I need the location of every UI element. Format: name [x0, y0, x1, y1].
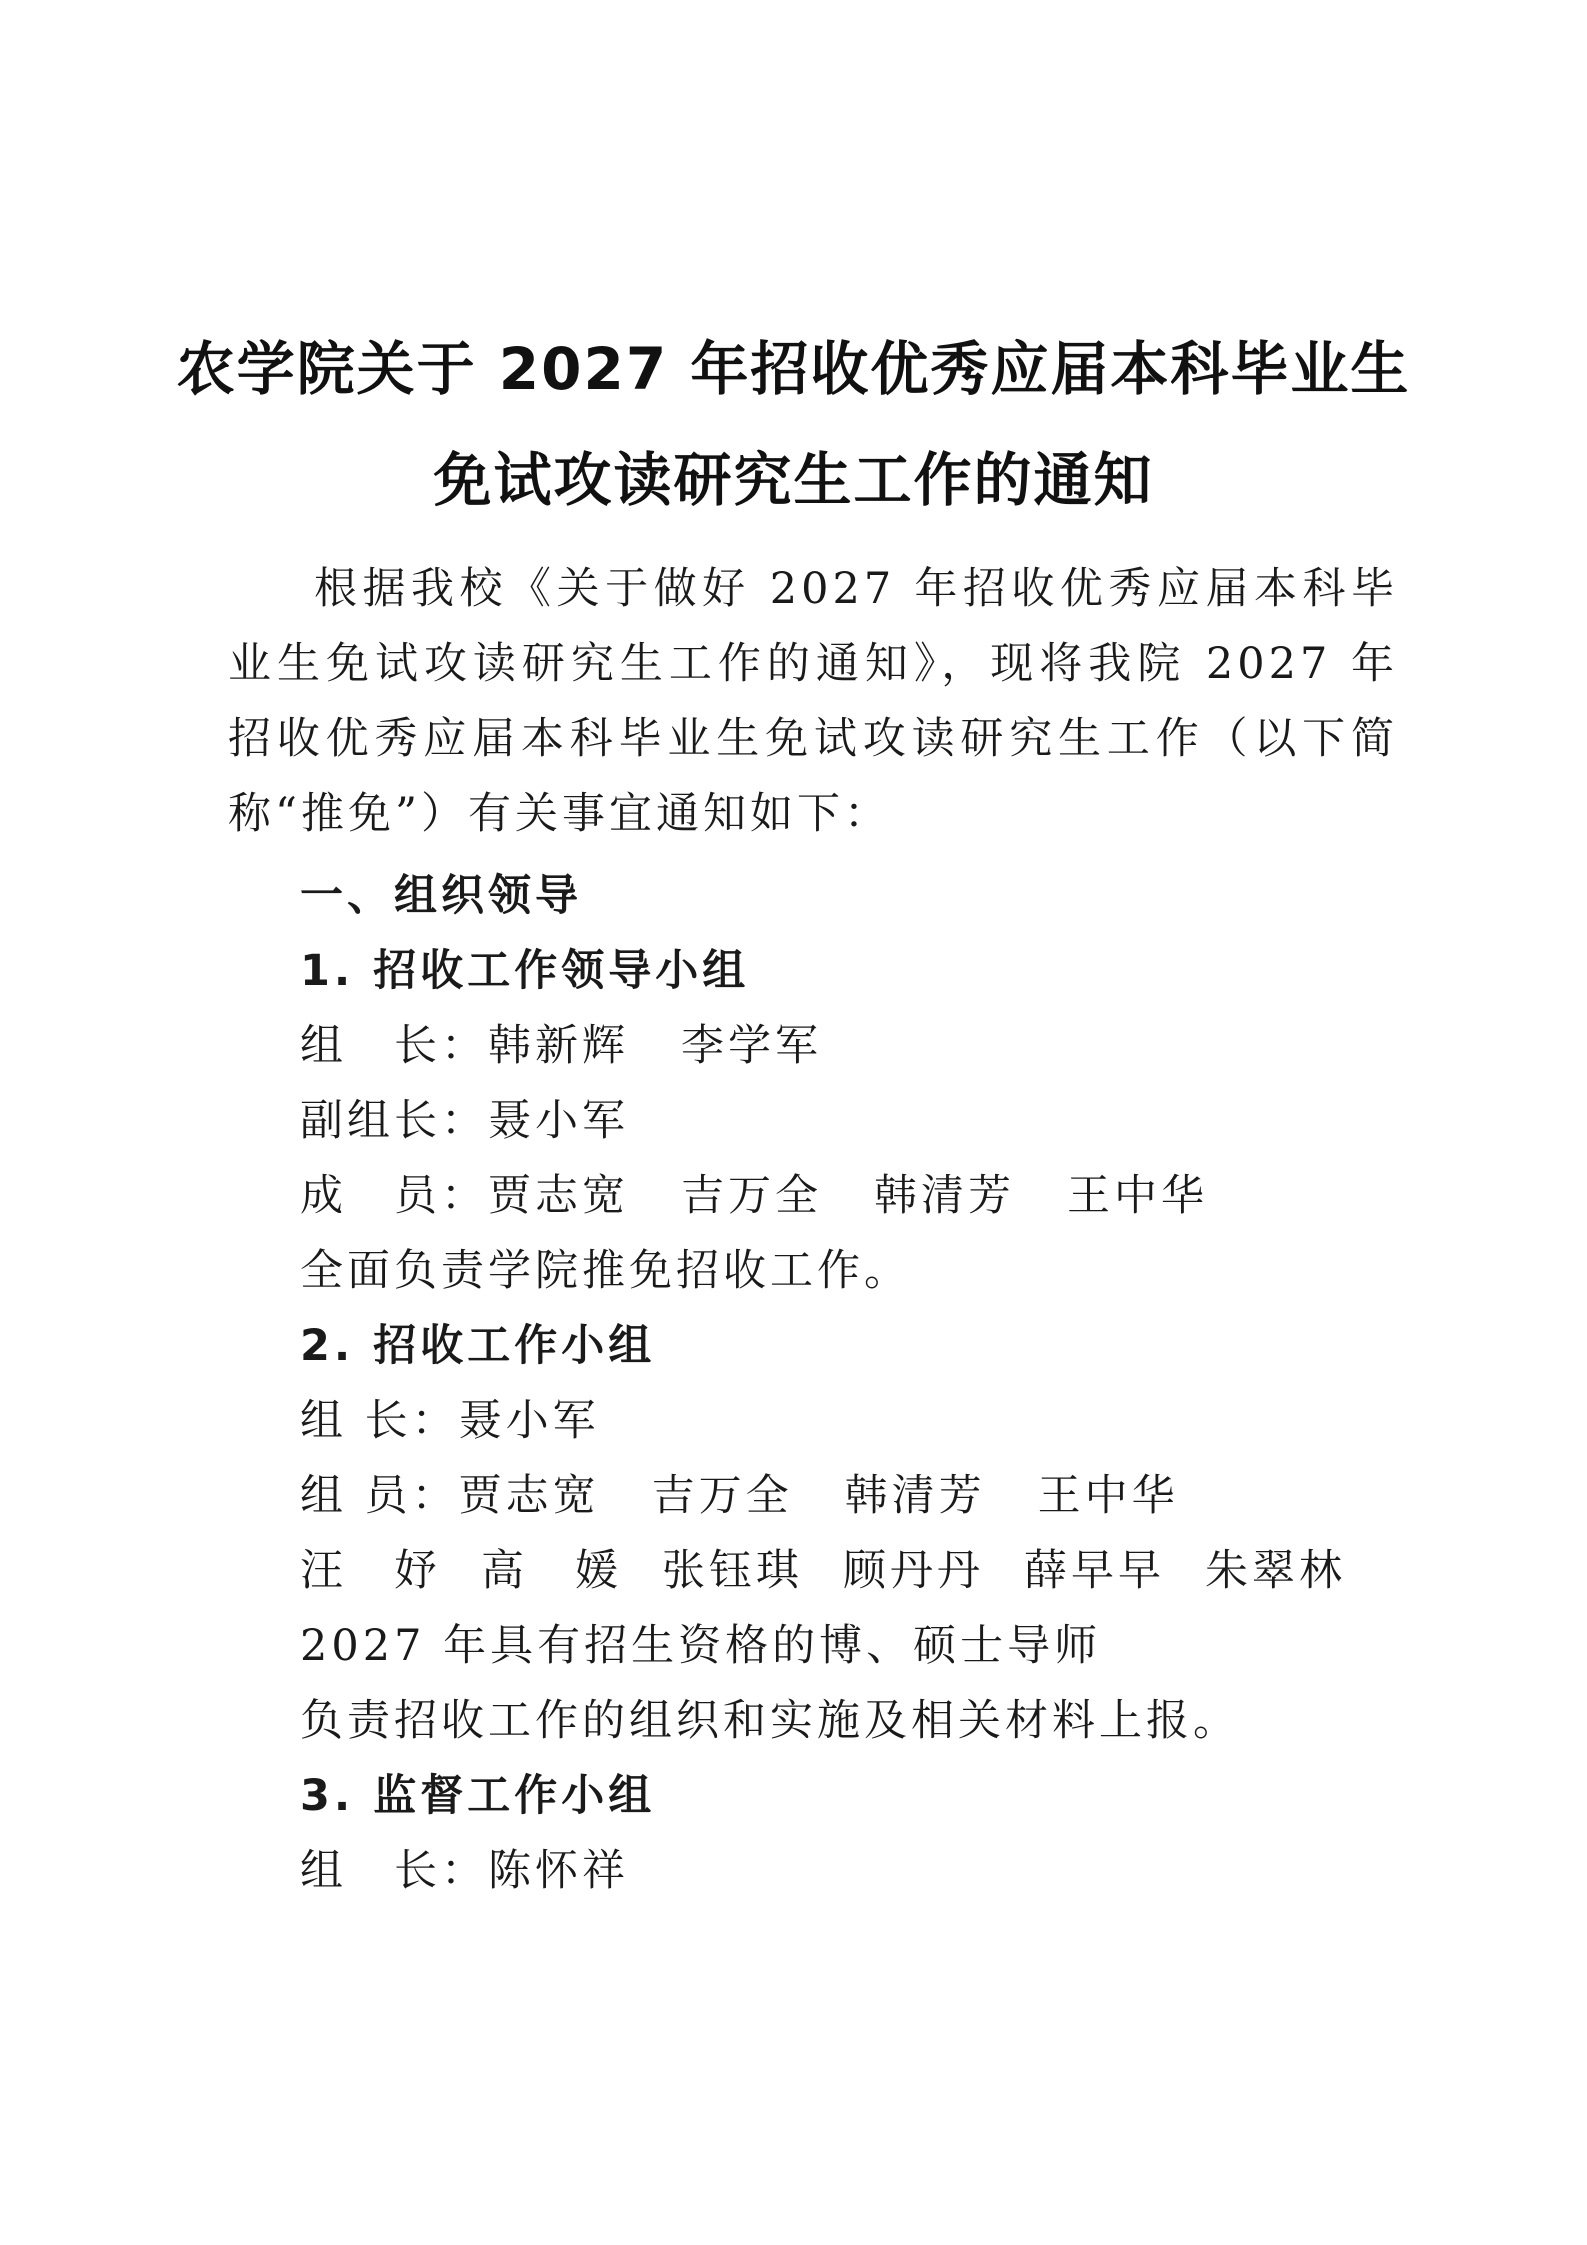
group2-member-name: 高 媛	[481, 1546, 622, 1596]
group3-leader-label: 组 长：	[300, 1846, 488, 1896]
group2-member-name: 顾丹丹	[843, 1546, 984, 1596]
group2-member-name: 韩清芳	[844, 1471, 986, 1521]
group2-member-name: 吉万全	[651, 1471, 793, 1521]
group2-member-name: 张钰琪	[662, 1546, 803, 1596]
group3-heading: 3. 监督工作小组	[300, 1771, 656, 1821]
group1-members-label: 成 员：	[300, 1171, 488, 1221]
group1-members-row	[300, 1166, 1208, 1226]
group2-member-name: 王中华	[1037, 1471, 1179, 1521]
group2-members-row	[300, 1466, 1179, 1526]
group1-deputy-row	[300, 1091, 629, 1151]
group3-leader-row	[300, 1841, 629, 1901]
group2-members-advisors: 2027 年具有招生资格的博、硕士导师	[300, 1621, 1102, 1671]
group1-member-name: 王中华	[1067, 1171, 1208, 1221]
notice-title-line-1: 农学院关于 2027 年招收优秀应届本科毕业生	[176, 335, 1411, 403]
group1-leader-label: 组 长：	[300, 1021, 488, 1071]
section-heading-organization: 一、组织领导	[300, 871, 582, 921]
group2-member-name: 汪 妤	[300, 1546, 441, 1596]
group2-members-row-2	[300, 1541, 1346, 1601]
group1-leaders-row	[300, 1016, 822, 1076]
group2-members-label: 组 员：	[300, 1471, 459, 1521]
group1-deputy-label: 副组长：	[300, 1096, 488, 1146]
group1-leader-name: 韩新辉	[488, 1021, 629, 1071]
group1-deputy-name: 聂小军	[488, 1096, 629, 1146]
group1-duty: 全面负责学院推免招收工作。	[300, 1246, 911, 1296]
group2-leader-label: 组 长：	[300, 1396, 459, 1446]
group1-heading: 1. 招收工作领导小组	[300, 946, 750, 996]
group1-leader-name: 李学军	[681, 1021, 822, 1071]
group2-leader-row	[300, 1391, 600, 1451]
group2-duty: 负责招收工作的组织和实施及相关材料上报。	[300, 1696, 1240, 1746]
group2-leader-name: 聂小军	[458, 1396, 600, 1446]
group2-heading: 2. 招收工作小组	[300, 1321, 656, 1371]
notice-title-line-2: 免试攻读研究生工作的通知	[433, 446, 1154, 514]
group1-member-name: 吉万全	[681, 1171, 822, 1221]
group2-member-name: 薛早早	[1024, 1546, 1165, 1596]
intro-paragraph: 根据我校《关于做好 2027 年招收优秀应届本科毕业生免试攻读研究生工作的通知》，现将我院 2027 年招收优秀应届本科毕业生免试攻读研究生工作（以下简称“推免”）有关事宜通知如下：	[228, 564, 1398, 839]
group3-leader-name: 陈怀祥	[488, 1846, 629, 1896]
group2-member-name: 贾志宽	[458, 1471, 600, 1521]
group1-member-name: 韩清芳	[874, 1171, 1015, 1221]
group2-member-name: 朱翠林	[1205, 1546, 1346, 1596]
group1-member-name: 贾志宽	[488, 1171, 629, 1221]
